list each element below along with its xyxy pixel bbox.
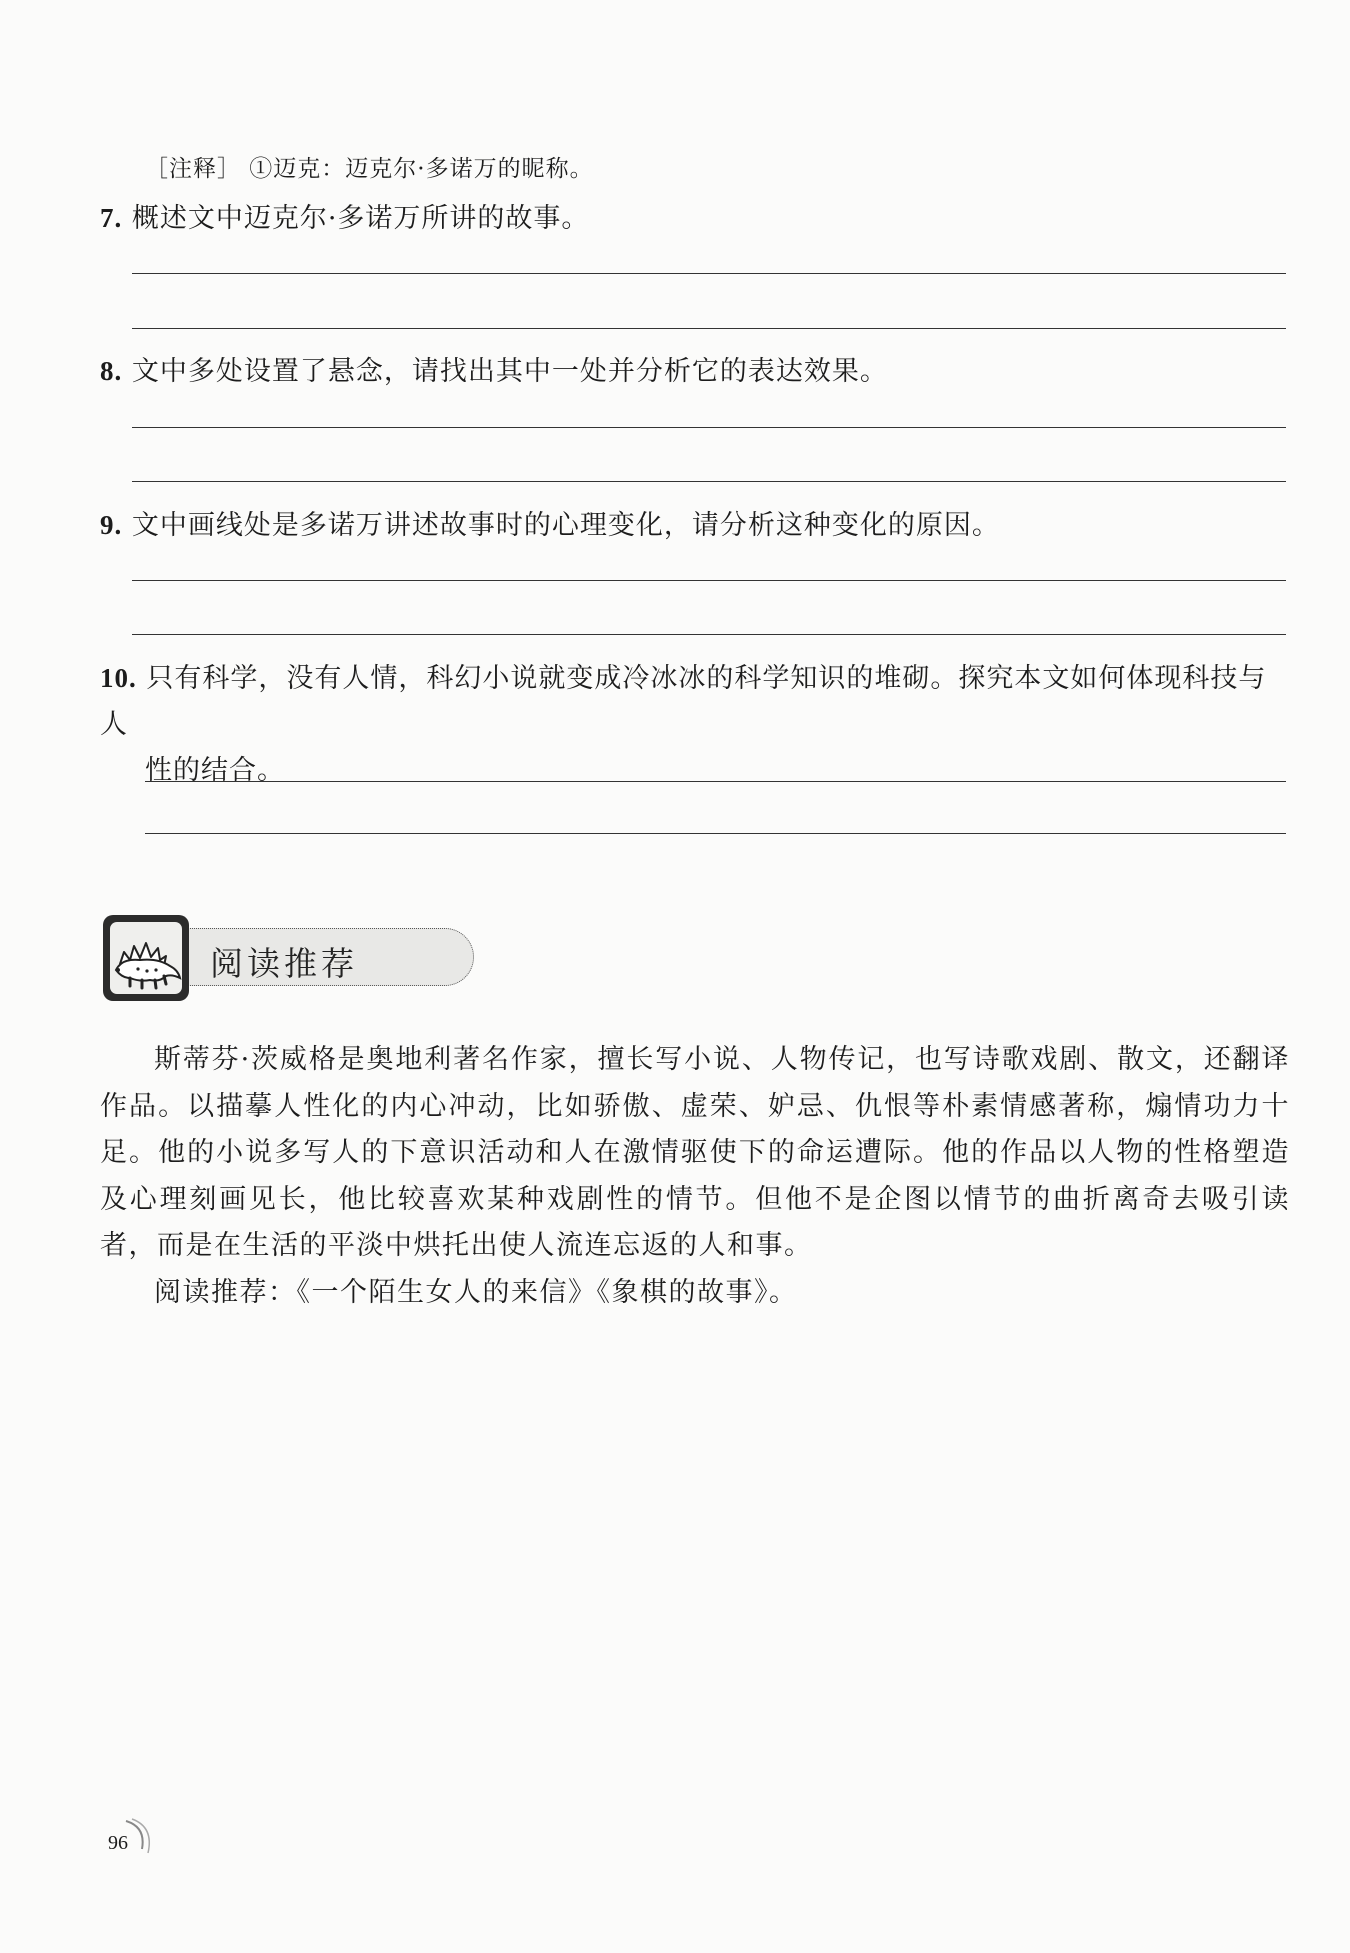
question-10 <box>100 655 1290 794</box>
question-9 <box>100 502 1290 549</box>
question-text: 概述文中迈克尔·多诺万所讲的故事。 <box>131 203 590 234</box>
question-7 <box>100 195 1290 242</box>
question-text: 文中画线处是多诺万讲述故事时的心理变化，请分析这种变化的原因。 <box>131 510 1000 541</box>
recommended-books: 阅读推荐：《一个陌生女人的来信》《象棋的故事》。 <box>154 1276 798 1308</box>
answer-line[interactable] <box>132 634 1286 635</box>
answer-line[interactable] <box>132 328 1286 329</box>
answer-line[interactable] <box>132 580 1286 581</box>
section-title: 阅读推荐 <box>210 944 358 983</box>
question-number: 10. <box>100 663 137 693</box>
recommendation-paragraph: 斯蒂芬·茨威格是奥地利著名作家，擅长写小说、人物传记，也写诗歌戏剧、散文，还翻译作品。以描摹人性化的内心冲动，比如骄傲、虚荣、妒忌、仇恨等朴素情感著称，煽情功力十足。他的小说多写人的下意识活动和人在激情驱使下的命运遭际。他的作品以人物的性格塑造及心理刻画见长，他比较喜欢某种戏剧性的情节。但他不是企图以情节的曲折离奇去吸引读者，而是在生活的平淡中烘托出使人流连忘返的人和事。 <box>100 1044 1290 1261</box>
stegosaurus-icon <box>100 912 192 1004</box>
answer-line[interactable] <box>132 481 1286 482</box>
question-text: 只有科学，没有人情，科幻小说就变成冷冰冰的科学知识的堆砌。探究本文如何体现科技与人 <box>100 663 1267 740</box>
recommendation-body <box>100 1037 1290 1316</box>
answer-line[interactable] <box>145 833 1286 834</box>
question-text-continued: 性的结合。 <box>145 755 285 786</box>
question-8 <box>100 348 1290 395</box>
annotation-note: ［注释］ ①迈克：迈克尔·多诺万的昵称。 <box>145 156 594 182</box>
section-banner <box>100 912 380 1004</box>
question-number: 8. <box>100 356 123 386</box>
answer-line[interactable] <box>132 273 1286 274</box>
question-number: 9. <box>100 510 123 540</box>
answer-line[interactable] <box>145 781 1286 782</box>
question-text: 文中多处设置了悬念，请找出其中一处并分析它的表达效果。 <box>131 356 888 387</box>
page-number: 96 <box>108 1832 128 1854</box>
answer-line[interactable] <box>132 427 1286 428</box>
question-number: 7. <box>100 203 123 233</box>
